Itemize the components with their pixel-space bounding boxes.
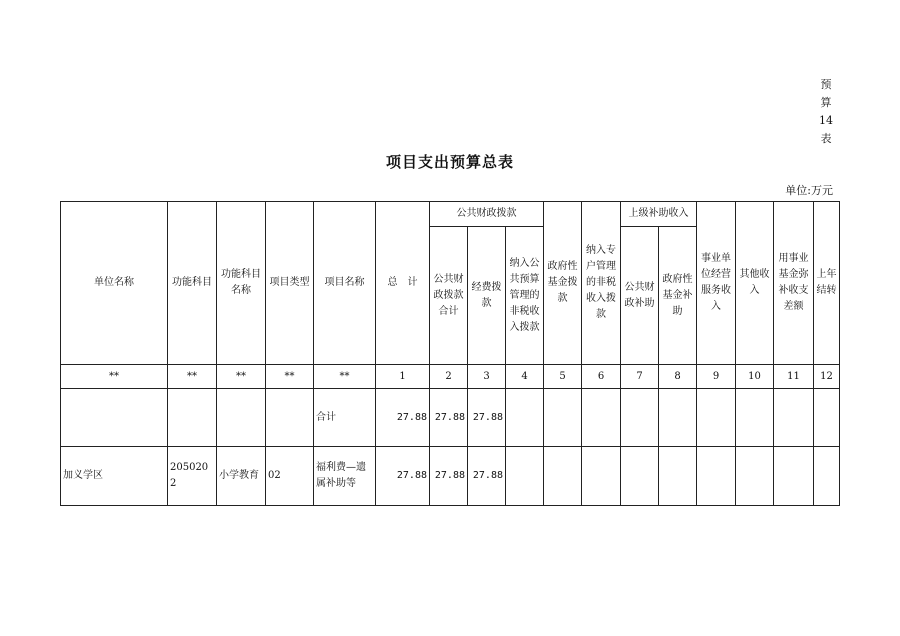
- table-row: [61, 447, 840, 506]
- index-cell: 5: [544, 365, 582, 389]
- empty-cell: [736, 447, 774, 506]
- empty-cell: [736, 389, 774, 447]
- index-cell: 11: [774, 365, 814, 389]
- index-row: [61, 365, 840, 389]
- col-header-func-name: 功能科目名称: [217, 202, 266, 365]
- empty-cell: [582, 447, 621, 506]
- table-number-label: [818, 76, 834, 148]
- table-number-char: 表: [820, 132, 832, 145]
- empty-cell: [697, 447, 736, 506]
- empty-cell: [217, 389, 266, 447]
- table-number-char: 14: [819, 114, 833, 127]
- empty-cell: [61, 389, 168, 447]
- index-cell: 12: [814, 365, 840, 389]
- col-header-superior: 上级补助收入: [621, 202, 697, 227]
- budget-table: [60, 201, 840, 506]
- index-cell: **: [168, 365, 217, 389]
- col-header-total: 总 计: [376, 202, 430, 365]
- total-pf-subtotal: 27.88: [430, 389, 468, 447]
- total-amount: 27.88: [376, 389, 430, 447]
- empty-cell: [659, 447, 697, 506]
- col-header-unit-name: 单位名称: [61, 202, 168, 365]
- index-cell: 2: [430, 365, 468, 389]
- col-header-other-income: 其他收入: [736, 202, 774, 365]
- col-header-proj-type: 项目类型: [266, 202, 314, 365]
- index-cell: 9: [697, 365, 736, 389]
- empty-cell: [774, 389, 814, 447]
- proj-type-cell: 02: [266, 447, 314, 506]
- empty-cell: [544, 447, 582, 506]
- empty-cell: [697, 389, 736, 447]
- empty-cell: [582, 389, 621, 447]
- proj-name-cell: 福利费—遗属补助等: [314, 447, 376, 506]
- index-cell: 1: [376, 365, 430, 389]
- index-cell: 3: [468, 365, 506, 389]
- index-cell: **: [61, 365, 168, 389]
- col-header-business-income: 事业单位经营服务收入: [697, 202, 736, 365]
- total-pf-expense: 27.88: [468, 389, 506, 447]
- index-cell: 4: [506, 365, 544, 389]
- unit-name-cell: 加义学区: [61, 447, 168, 506]
- col-header-fund-offset: 用事业基金弥补收支差额: [774, 202, 814, 365]
- index-cell: **: [266, 365, 314, 389]
- unit-label: 单位:万元: [785, 184, 833, 197]
- col-header-pf-subtotal: 公共财政拨款合计: [430, 227, 468, 365]
- pf-subtotal-cell: 27.88: [430, 447, 468, 506]
- col-header-sup-fund: 政府性基金补助: [659, 227, 697, 365]
- empty-cell: [168, 389, 217, 447]
- empty-cell: [506, 447, 544, 506]
- index-cell: 10: [736, 365, 774, 389]
- total-row: [61, 389, 840, 447]
- func-code-cell: 2050202: [168, 447, 217, 506]
- col-header-proj-name: 项目名称: [314, 202, 376, 365]
- col-header-carryover: 上年结转: [814, 202, 840, 365]
- empty-cell: [621, 389, 659, 447]
- col-header-special-nontax: 纳入专户管理的非税收入拨款: [582, 202, 621, 365]
- col-header-pf-expense: 经费拨款: [468, 227, 506, 365]
- empty-cell: [814, 447, 840, 506]
- index-cell: **: [217, 365, 266, 389]
- empty-cell: [506, 389, 544, 447]
- col-header-public-finance: 公共财政拨款: [430, 202, 544, 227]
- col-header-func-code: 功能科目: [168, 202, 217, 365]
- index-cell: 8: [659, 365, 697, 389]
- func-name-cell: 小学教育: [217, 447, 266, 506]
- table-number-char: 算: [820, 96, 832, 109]
- total-cell: 27.88: [376, 447, 430, 506]
- col-header-pf-nontax: 纳入公共预算管理的非税收入拨款: [506, 227, 544, 365]
- page-title: 项目支出预算总表: [385, 153, 514, 171]
- total-label: 合计: [314, 389, 376, 447]
- col-header-gov-fund: 政府性基金拨款: [544, 202, 582, 365]
- index-cell: **: [314, 365, 376, 389]
- empty-cell: [621, 447, 659, 506]
- index-cell: 6: [582, 365, 621, 389]
- empty-cell: [544, 389, 582, 447]
- header-row: [61, 202, 840, 227]
- index-cell: 7: [621, 365, 659, 389]
- empty-cell: [814, 389, 840, 447]
- table-number-char: 预: [820, 78, 832, 91]
- pf-expense-cell: 27.88: [468, 447, 506, 506]
- col-header-sup-public: 公共财政补助: [621, 227, 659, 365]
- empty-cell: [774, 447, 814, 506]
- empty-cell: [659, 389, 697, 447]
- empty-cell: [266, 389, 314, 447]
